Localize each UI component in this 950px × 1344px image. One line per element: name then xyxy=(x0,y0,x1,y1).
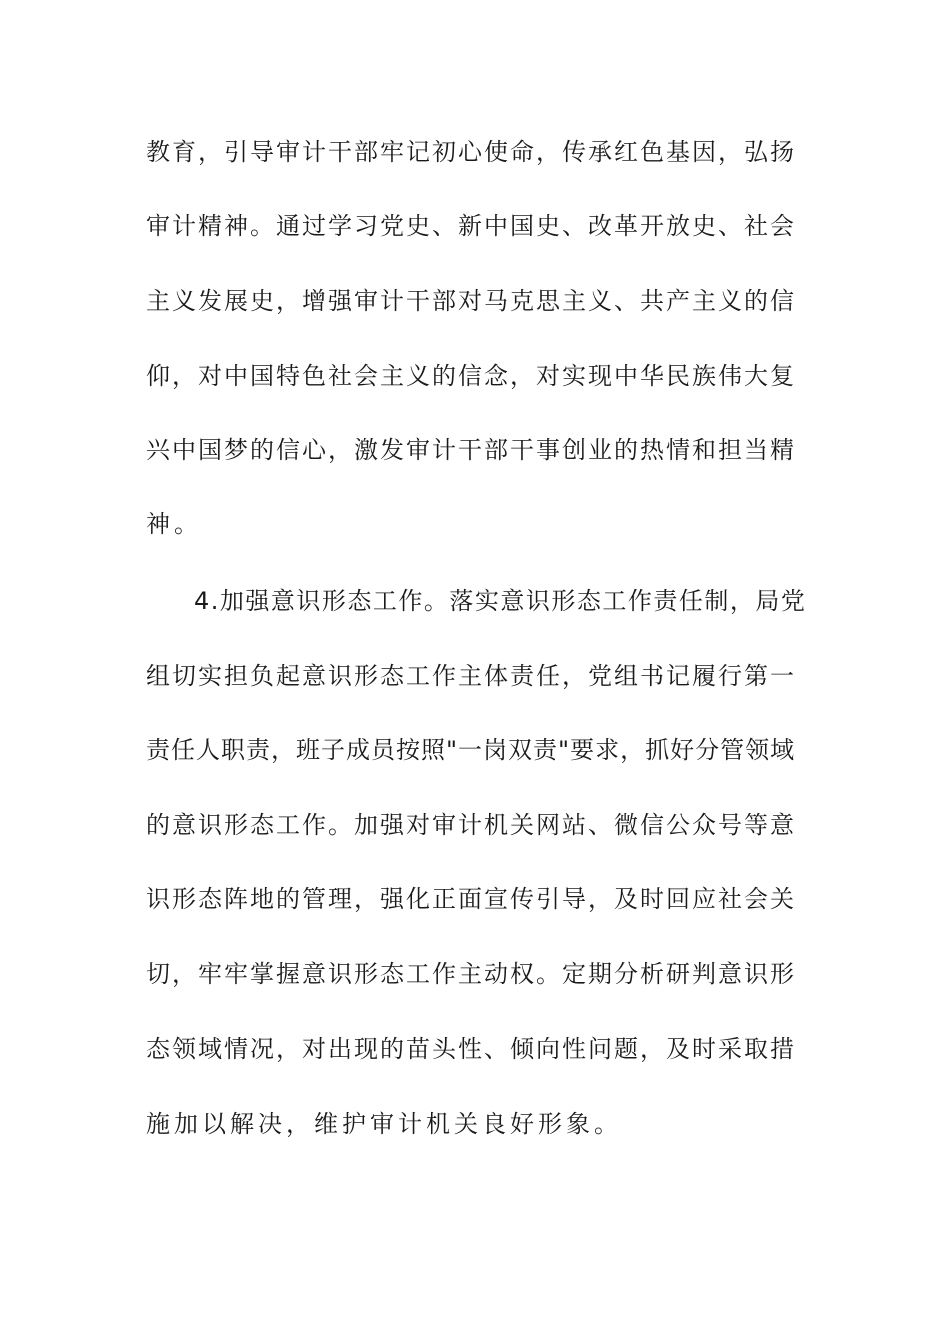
paragraph-1-line-1: 教育，引导审计干部牢记初心使命，传承红色基因，弘扬 xyxy=(146,138,796,166)
paragraph-2-line-3: 责任人职责，班子成员按照"一岗双责"要求，抓好分管领域 xyxy=(146,736,796,764)
paragraph-1-line-5: 兴中国梦的信心，激发审计干部干事创业的热情和担当精 xyxy=(146,436,796,464)
paragraph-1-line-3: 主义发展史，增强审计干部对马克思主义、共产主义的信 xyxy=(146,287,796,315)
paragraph-1-line-2: 审计精神。通过学习党史、新中国史、改革开放史、社会 xyxy=(146,212,796,240)
paragraph-2-line-2: 组切实担负起意识形态工作主体责任，党组书记履行第一 xyxy=(146,662,796,690)
paragraph-1-line-4: 仰，对中国特色社会主义的信念，对实现中华民族伟大复 xyxy=(146,362,796,390)
paragraph-1-line-6: 神。 xyxy=(146,510,202,538)
paragraph-2-line-5: 识形态阵地的管理，强化正面宣传引导，及时回应社会关 xyxy=(146,885,796,913)
paragraph-2-line-7: 态领域情况，对出现的苗头性、倾向性问题，及时采取措 xyxy=(146,1035,796,1063)
paragraph-2-line-4: 的意识形态工作。加强对审计机关网站、微信公众号等意 xyxy=(146,811,796,839)
paragraph-2-line-8: 施加以解决，维护审计机关良好形象。 xyxy=(146,1110,622,1138)
paragraph-2-line-6: 切，牢牢掌握意识形态工作主动权。定期分析研判意识形 xyxy=(146,960,796,988)
paragraph-2-line-1: 4.加强意识形态工作。落实意识形态工作责任制，局党 xyxy=(194,587,807,615)
